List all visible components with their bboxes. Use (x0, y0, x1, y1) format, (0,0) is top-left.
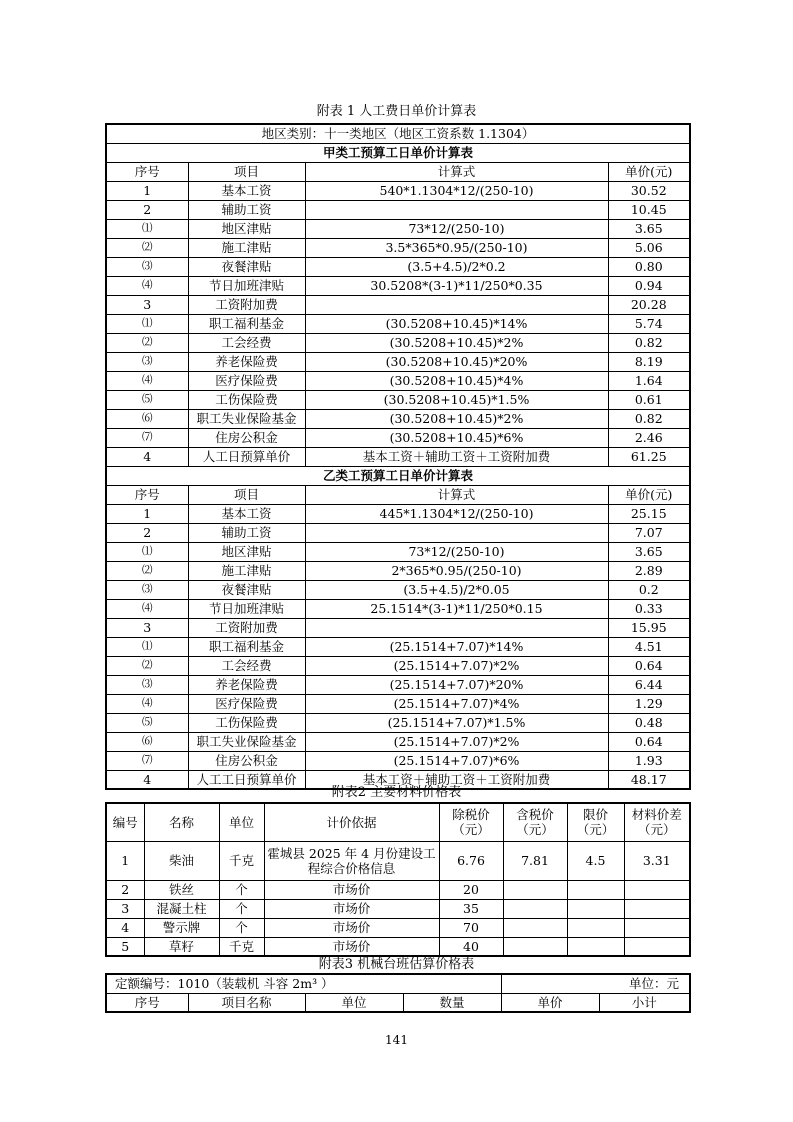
material-name: 柴油 (144, 841, 219, 880)
table-row (106, 732, 690, 751)
material-name: 草籽 (144, 937, 219, 956)
row-index: 2 (106, 880, 144, 899)
header-cell: 序号 (106, 485, 188, 504)
row-formula: (30.5208+10.45)*2% (305, 409, 608, 428)
table-row (106, 352, 690, 371)
header-cell: 单价(元) (608, 162, 690, 181)
price-excl-tax: 35 (439, 899, 503, 918)
row-price: 48.17 (608, 770, 690, 789)
row-formula: (25.1514+7.07)*14% (305, 637, 608, 656)
row-index: ⑴ (106, 219, 188, 238)
row-formula: (3.5+4.5)/2*0.2 (305, 257, 608, 276)
row-index: ⑸ (106, 390, 188, 409)
price-diff (624, 899, 690, 918)
table-row (106, 428, 690, 447)
table-row (106, 694, 690, 713)
row-price: 7.07 (608, 523, 690, 542)
row-formula: 445*1.1304*12/(250-10) (305, 504, 608, 523)
row-formula: 25.1514*(3-1)*11/250*0.15 (305, 599, 608, 618)
row-price: 0.2 (608, 580, 690, 599)
row-item: 职工失业保险基金 (188, 409, 305, 428)
row-index: ⑶ (106, 580, 188, 599)
table-row (106, 637, 690, 656)
row-formula: 2*365*0.95/(250-10) (305, 561, 608, 580)
price-excl-tax: 70 (439, 918, 503, 937)
row-price: 30.52 (608, 181, 690, 200)
header-cell: 数量 (403, 993, 501, 1012)
row-item: 地区津贴 (188, 219, 305, 238)
price-incl-tax: 7.81 (503, 841, 567, 880)
row-price: 1.64 (608, 371, 690, 390)
quota-cell: 定额编号：1010（装载机 斗容 2m³ ） (106, 974, 501, 993)
row-price: 3.65 (608, 219, 690, 238)
row-item: 工资附加费 (188, 618, 305, 637)
row-price: 15.95 (608, 618, 690, 637)
row-price: 10.45 (608, 200, 690, 219)
row-index: ⑵ (106, 238, 188, 257)
row-index: ⑸ (106, 713, 188, 732)
row-index: ⑵ (106, 333, 188, 352)
row-price: 25.15 (608, 504, 690, 523)
header-cell: 序号 (106, 993, 188, 1012)
row-formula: (30.5208+10.45)*2% (305, 333, 608, 352)
row-formula: 3.5*365*0.95/(250-10) (305, 238, 608, 257)
row-index: ⑶ (106, 675, 188, 694)
region-cell: 地区类别：十一类地区（地区工资系数 1.1304） (106, 124, 690, 143)
row-formula: 30.5208*(3-1)*11/250*0.35 (305, 276, 608, 295)
table-row (106, 580, 690, 599)
row-item: 基本工资 (188, 181, 305, 200)
row-item: 施工津贴 (188, 238, 305, 257)
row-item: 地区津贴 (188, 542, 305, 561)
price-basis: 市场价 (264, 899, 439, 918)
section-title: 甲类工预算工日单价计算表 (106, 143, 690, 162)
row-item: 辅助工资 (188, 200, 305, 219)
table1-caption: 附表 1 人工费日单价计算表 (316, 104, 477, 119)
row-formula: (30.5208+10.45)*1.5% (305, 390, 608, 409)
row-index: 5 (106, 937, 144, 956)
header-cell: 序号 (106, 162, 188, 181)
row-price: 8.19 (608, 352, 690, 371)
table-row (106, 937, 690, 956)
header-cell: 单位 (219, 803, 264, 841)
row-formula: (25.1514+7.07)*4% (305, 694, 608, 713)
table-row (106, 713, 690, 732)
table-row (106, 841, 690, 880)
row-price: 2.89 (608, 561, 690, 580)
header-cell: 名称 (144, 803, 219, 841)
row-index: ⑷ (106, 599, 188, 618)
section-title-row (106, 466, 690, 485)
material-unit: 个 (219, 899, 264, 918)
price-excl-tax: 20 (439, 880, 503, 899)
region-row (106, 124, 690, 143)
material-unit: 千克 (219, 841, 264, 880)
row-price: 0.33 (608, 599, 690, 618)
row-price: 0.64 (608, 732, 690, 751)
labor-cost-table (105, 123, 691, 790)
row-item: 职工福利基金 (188, 637, 305, 656)
material-unit: 千克 (219, 937, 264, 956)
row-index: 1 (106, 841, 144, 880)
row-formula: (25.1514+7.07)*2% (305, 732, 608, 751)
header-cell: 编号 (106, 803, 144, 841)
row-index: 1 (106, 181, 188, 200)
row-price: 2.46 (608, 428, 690, 447)
row-price: 0.94 (608, 276, 690, 295)
row-price: 6.44 (608, 675, 690, 694)
row-price: 0.82 (608, 333, 690, 352)
table-row (106, 295, 690, 314)
table-row (106, 656, 690, 675)
material-unit: 个 (219, 918, 264, 937)
price-incl-tax (503, 937, 567, 956)
row-index: ⑺ (106, 428, 188, 447)
header-cell: 项目名称 (188, 993, 305, 1012)
table-row (106, 561, 690, 580)
row-formula: (3.5+4.5)/2*0.05 (305, 580, 608, 599)
price-limit (567, 899, 624, 918)
table-row (106, 181, 690, 200)
row-formula (305, 618, 608, 637)
row-item: 职工失业保险基金 (188, 732, 305, 751)
page-number: 141 (385, 1033, 408, 1047)
row-formula (305, 523, 608, 542)
table-row (106, 675, 690, 694)
row-formula (305, 295, 608, 314)
row-item: 节日加班津贴 (188, 276, 305, 295)
table-row (106, 333, 690, 352)
header-cell: 项目 (188, 485, 305, 504)
row-price: 61.25 (608, 447, 690, 466)
price-limit: 4.5 (567, 841, 624, 880)
table-row (106, 276, 690, 295)
table-row (106, 918, 690, 937)
table-row (106, 751, 690, 770)
row-index: ⑴ (106, 637, 188, 656)
row-index: ⑷ (106, 276, 188, 295)
row-index: 4 (106, 770, 188, 789)
row-item: 辅助工资 (188, 523, 305, 542)
row-index: 2 (106, 200, 188, 219)
price-diff (624, 937, 690, 956)
price-basis: 市场价 (264, 918, 439, 937)
header-cell: 单位 (305, 993, 403, 1012)
price-basis: 市场价 (264, 880, 439, 899)
row-item: 养老保险费 (188, 352, 305, 371)
row-item: 工会经费 (188, 656, 305, 675)
table-row (106, 238, 690, 257)
row-index: ⑹ (106, 732, 188, 751)
row-price: 0.64 (608, 656, 690, 675)
table-row (106, 314, 690, 333)
table2-header-row (106, 803, 690, 841)
row-formula: (25.1514+7.07)*20% (305, 675, 608, 694)
row-item: 人工工日预算单价 (188, 770, 305, 789)
table-row (106, 542, 690, 561)
row-index: ⑵ (106, 656, 188, 675)
header-cell: 单价 (501, 993, 599, 1012)
header-cell: 项目 (188, 162, 305, 181)
table-row (106, 409, 690, 428)
row-formula: (25.1514+7.07)*6% (305, 751, 608, 770)
row-item: 施工津贴 (188, 561, 305, 580)
header-cell: 除税价（元） (439, 803, 503, 841)
table-row (106, 257, 690, 276)
row-formula: (30.5208+10.45)*20% (305, 352, 608, 371)
header-cell: 计算式 (305, 485, 608, 504)
row-price: 0.82 (608, 409, 690, 428)
table1-header-row (106, 485, 690, 504)
header-cell: 含税价（元） (503, 803, 567, 841)
row-formula: 73*12/(250-10) (305, 219, 608, 238)
row-index: ⑶ (106, 352, 188, 371)
price-incl-tax (503, 918, 567, 937)
row-index: ⑹ (106, 409, 188, 428)
table-row (106, 390, 690, 409)
row-item: 住房公积金 (188, 751, 305, 770)
price-diff (624, 918, 690, 937)
row-formula: (25.1514+7.07)*2% (305, 656, 608, 675)
row-formula: (30.5208+10.45)*14% (305, 314, 608, 333)
row-price: 1.29 (608, 694, 690, 713)
table-row (106, 899, 690, 918)
header-cell: 限价（元） (567, 803, 624, 841)
row-price: 1.93 (608, 751, 690, 770)
table-row (106, 504, 690, 523)
row-formula: 基本工资＋辅助工资＋工资附加费 (305, 447, 608, 466)
price-excl-tax: 40 (439, 937, 503, 956)
row-item: 工伤保险费 (188, 713, 305, 732)
row-index: 3 (106, 618, 188, 637)
row-formula: 540*1.1304*12/(250-10) (305, 181, 608, 200)
row-formula: (25.1514+7.07)*1.5% (305, 713, 608, 732)
price-limit (567, 918, 624, 937)
section-title: 乙类工预算工日单价计算表 (106, 466, 690, 485)
row-formula: (30.5208+10.45)*4% (305, 371, 608, 390)
quota-row (106, 974, 690, 993)
row-index: 4 (106, 447, 188, 466)
row-price: 5.06 (608, 238, 690, 257)
row-item: 夜餐津贴 (188, 257, 305, 276)
row-item: 工资附加费 (188, 295, 305, 314)
unit-cell: 单位：元 (501, 974, 690, 993)
price-excl-tax: 6.76 (439, 841, 503, 880)
row-index: ⑶ (106, 257, 188, 276)
material-unit: 个 (219, 880, 264, 899)
material-name: 警示牌 (144, 918, 219, 937)
row-price: 5.74 (608, 314, 690, 333)
header-cell: 单价(元) (608, 485, 690, 504)
row-price: 3.65 (608, 542, 690, 561)
row-price: 20.28 (608, 295, 690, 314)
row-index: 2 (106, 523, 188, 542)
price-limit (567, 937, 624, 956)
row-index: 4 (106, 918, 144, 937)
machine-shift-table (105, 973, 691, 1013)
row-item: 住房公积金 (188, 428, 305, 447)
row-price: 4.51 (608, 637, 690, 656)
table1-header-row (106, 162, 690, 181)
table-row (106, 523, 690, 542)
row-formula: (30.5208+10.45)*6% (305, 428, 608, 447)
row-item: 夜餐津贴 (188, 580, 305, 599)
row-index: 3 (106, 295, 188, 314)
header-cell: 材料价差（元） (624, 803, 690, 841)
material-name: 铁丝 (144, 880, 219, 899)
header-cell: 小计 (599, 993, 690, 1012)
row-price: 0.61 (608, 390, 690, 409)
table-row (106, 219, 690, 238)
table-row (106, 618, 690, 637)
table-row (106, 880, 690, 899)
row-price: 0.48 (608, 713, 690, 732)
row-formula (305, 200, 608, 219)
row-item: 工会经费 (188, 333, 305, 352)
price-incl-tax (503, 880, 567, 899)
table-row (106, 200, 690, 219)
row-formula: 73*12/(250-10) (305, 542, 608, 561)
row-item: 医疗保险费 (188, 371, 305, 390)
table3-caption: 附表3 机械台班估算价格表 (318, 957, 475, 972)
row-item: 基本工资 (188, 504, 305, 523)
row-item: 医疗保险费 (188, 694, 305, 713)
row-index: 3 (106, 899, 144, 918)
row-item: 职工福利基金 (188, 314, 305, 333)
table-row (106, 371, 690, 390)
section-title-row (106, 143, 690, 162)
row-item: 节日加班津贴 (188, 599, 305, 618)
table3-header-row (106, 993, 690, 1012)
row-index: ⑴ (106, 542, 188, 561)
row-index: ⑴ (106, 314, 188, 333)
table-row (106, 447, 690, 466)
price-basis: 市场价 (264, 937, 439, 956)
row-index: ⑵ (106, 561, 188, 580)
row-item: 工伤保险费 (188, 390, 305, 409)
material-name: 混凝土柱 (144, 899, 219, 918)
row-item: 人工日预算单价 (188, 447, 305, 466)
price-incl-tax (503, 899, 567, 918)
price-basis: 霍城县 2025 年 4 月份建设工程综合价格信息 (264, 841, 439, 880)
row-index: 1 (106, 504, 188, 523)
row-index: ⑷ (106, 371, 188, 390)
table-row (106, 599, 690, 618)
row-item: 养老保险费 (188, 675, 305, 694)
row-formula: 基本工资＋辅助工资＋工资附加费 (305, 770, 608, 789)
table2-caption: 附表2 主要材料价格表 (331, 785, 462, 800)
header-cell: 计算式 (305, 162, 608, 181)
price-diff (624, 880, 690, 899)
price-limit (567, 880, 624, 899)
price-diff: 3.31 (624, 841, 690, 880)
header-cell: 计价依据 (264, 803, 439, 841)
row-index: ⑷ (106, 694, 188, 713)
material-price-table (105, 802, 691, 957)
row-index: ⑺ (106, 751, 188, 770)
row-price: 0.80 (608, 257, 690, 276)
